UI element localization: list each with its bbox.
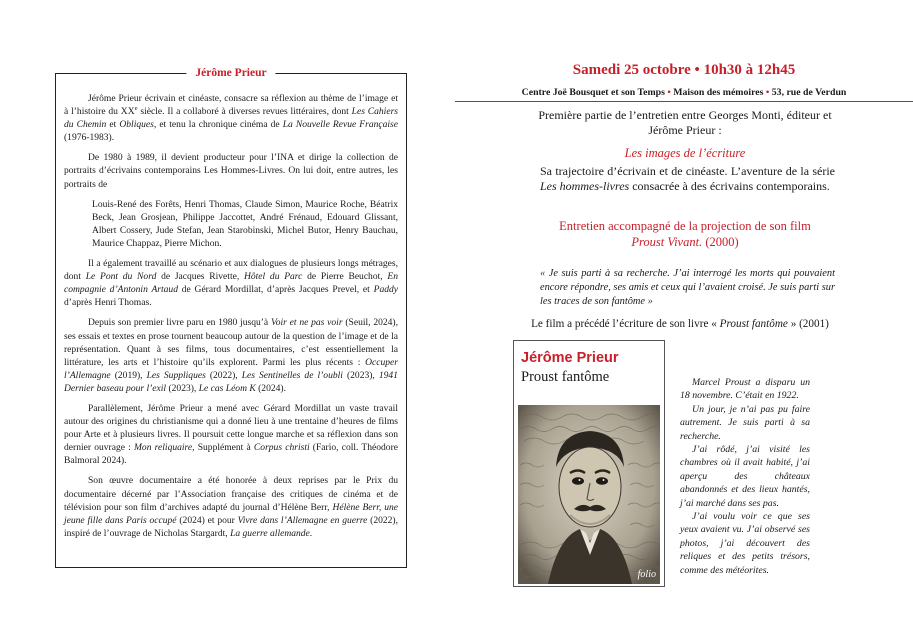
event-header (455, 60, 913, 100)
bio-box (55, 67, 407, 568)
bio-paragraph: Son œuvre documentaire a été honorée à deux reprises par le Prix du documentaire décerné par l’Association française des critiques de cinéma et de télévision pour son film d’archives adapté du journal d’Hélène Berr, Hélène Berr, une jeune fille dans Paris occupé (2024) et pour Vivre dans l’Allemagne en guerre (2022), inspiré de l’ouvrage de Nicholas Stargardt, La guerre allemande. (64, 475, 399, 539)
bio-paragraph: Depuis son premier livre paru en 1980 jusqu’à Voir et ne pas voir (Seuil, 2024), ses essais et textes en prose tournent beaucoup autour de la question de l’image et de la représentation. Quant à ses films, tous documentaires, c’est essentiellement la littérature, les arts et l’histoire qu’ils explorent. Parmi les plus récents : Occuper l’Allemagne (2019), Les Suppliques (2022), Les Sentinelles de l’oubli (2023), 1941 Dernier baseau pour l’exil (2023), Le cas Léom K (2024). (64, 317, 398, 394)
bio-paragraph: De 1980 à 1989, il devient producteur pour l’INA et dirige la collection de portraits d’écrivains contemporains Les Hommes-Livres. On lui doit, entre autres, les portraits de (64, 152, 398, 190)
event-time: 10h30 à 12h45 (703, 62, 796, 78)
event-venue (455, 86, 913, 100)
venue-name: Centre Joë Bousquet et son Temps (521, 87, 665, 98)
back-cover-excerpt (680, 376, 810, 577)
book-cover (513, 340, 665, 587)
bio-paragraph: Parallèlement, Jérôme Prieur a mené avec Gérard Mordillat un vaste travail autour des origines du christianisme qui a donné lieu à une trentaine d’heures de films pour Arte et à plusieurs livres. Il poursuit cette longue marche et sa réflexion dans son dernier ouvrage : Mon reliquaire, Supplément à Corpus christi (Fario, coll. Théodore Balmoral 2024). (64, 402, 398, 467)
excerpt-paragraph: Marcel Proust a disparu un 18 novembre. C’était en 1922. (680, 377, 810, 402)
talk-intro: Première partie de l’entretien entre Georges Monti, éditeur et Jérôme Prieur : (538, 108, 832, 137)
header-divider (455, 101, 913, 102)
event-date: Samedi 25 octobre (572, 62, 691, 78)
venue-separator: • (664, 87, 674, 98)
bio-paragraph: Il a également travaillé au scénario et aux dialogues de plusieurs longs métrages, dont Le Pont du Nord de Jacques Rivette, Hôtel du Parc de Pierre Beuchot, En compagnie d’Antonin Artaud de Gérard Mordillat, d’après Jacques Prevel, et Paddy d’après Henri Thomas. (64, 258, 398, 309)
proust-portrait-image (518, 405, 660, 584)
cover-author: Jérôme Prieur (521, 350, 619, 366)
book-mention: Le film a précédé l’écriture de son livre « Proust fantôme » (2001) (531, 318, 829, 330)
talk-description: Sa trajectoire d’écrivain et de cinéaste. L’aventure de la série Les hommes-livres consacrée à des écrivains contemporains. (540, 164, 835, 193)
excerpt-paragraph: Un jour, je n’ai pas pu faire autrement. Je suis parti à sa recherche. (680, 403, 810, 442)
bio-portrait-list: Louis-René des Forêts, Henri Thomas, Claude Simon, Maurice Roche, Béatrix Beck, Jean Grosjean, Philippe Jaccottet, André Frénaud, Edouard Glissant, Albert Cossery, Jude Stefan, Jean Starobinski, Michel Butor, Henry Bauchau, Maurice Chappaz, Pierre Michon. (92, 198, 398, 249)
event-datetime (455, 60, 913, 80)
cover-title: Proust fantôme (521, 369, 610, 385)
bio-paragraph: Jérôme Prieur écrivain et cinéaste, consacre sa réflexion au thème de l’image et à l’histoire du XXe siècle. Il a collaboré à diverses revues littéraires, dont Les Cahiers du Chemin et Obliques, et tenu la chronique cinéma de La Nouvelle Revue Française (1976-1983). (64, 93, 399, 144)
excerpt-paragraph: J’ai rôdé, j’ai visité les chambres où il avait habité, j’ai aperçu des châteaux abandonnés et des lieux hantés, j’ai marché dans ses pas. (680, 444, 810, 509)
venue-address: 53, rue de Verdun (771, 87, 847, 98)
folio-logo: folio (637, 569, 656, 580)
proust-quote: « Je suis parti à sa recherche. J’ai interrogé les morts qui pouvaient encore répondre, ses amis et ceux qui l’avaient croisé. Je suis parti sur les traces de son fantôme » (540, 268, 835, 307)
event-separator: • (690, 62, 704, 78)
film-announcement: Entretien accompagné de la projection de son film Proust Vivant. (2000) (559, 219, 811, 249)
excerpt-paragraph: J’ai voulu voir ce que ses yeux avaient vu. J’ai observé ses photos, j’ai découvert des reliques et des petits trésors, comme des météorites. (680, 511, 810, 576)
bio-title: Jérôme Prieur (186, 66, 275, 80)
venue-separator: • (763, 87, 772, 98)
venue-building: Maison des mémoires (673, 87, 764, 98)
talk-title: Les images de l’écriture (624, 146, 746, 160)
